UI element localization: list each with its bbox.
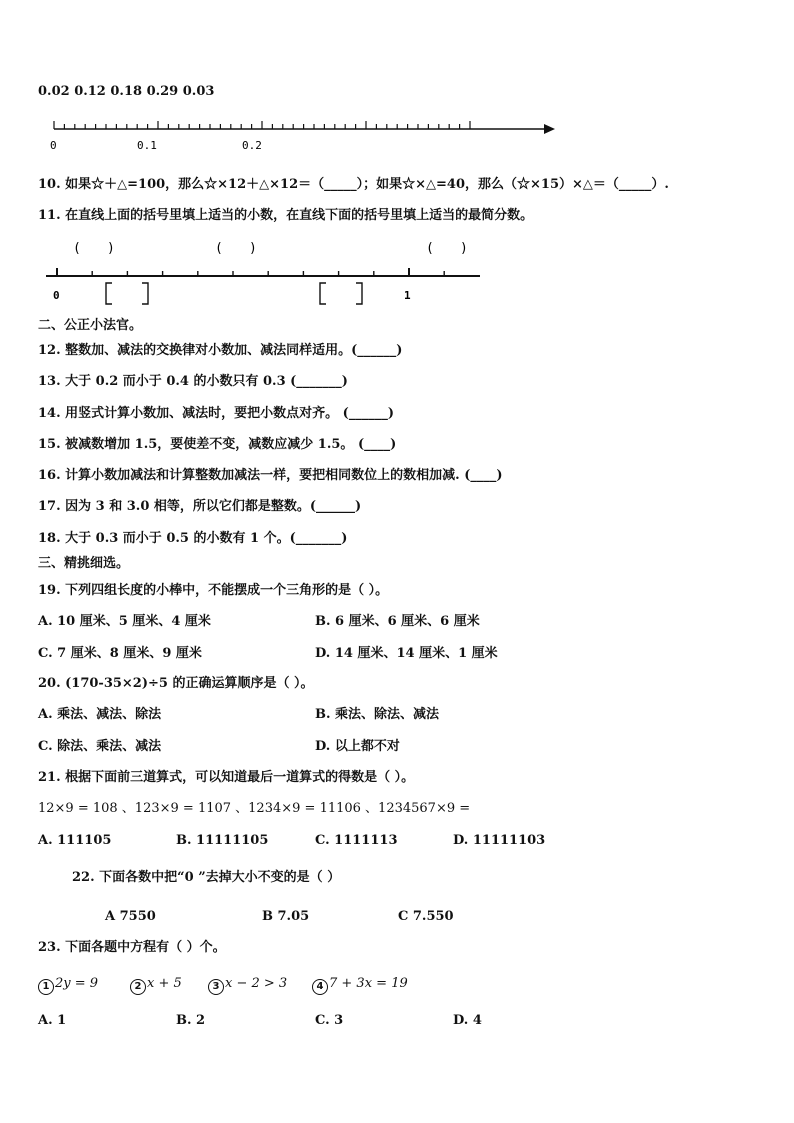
paren-top-3-close: ) — [460, 241, 468, 256]
question-21-option-c: C. 1111113 — [315, 833, 398, 848]
question-19-option-d: D. 14 厘米、14 厘米、1 厘米 — [315, 646, 498, 661]
fraction-bracket-2-left — [320, 283, 326, 304]
equation-2: x + 5 — [147, 976, 182, 991]
decimals-row: 0.02 0.12 0.18 0.29 0.03 — [38, 84, 215, 99]
question-23-item-3 — [208, 976, 287, 995]
question-21-stem: 21. 根据下面前三道算式，可以知道最后一道算式的得数是（ ）。 — [38, 770, 415, 785]
question-23-item-2 — [130, 976, 182, 995]
question-23-stem: 23. 下面各题中方程有（ ）个。 — [38, 940, 226, 955]
section-2-heading: 二、公正小法官。 — [38, 318, 143, 333]
question-12: 12. 整数加、减法的交换律对小数加、减法同样适用。(______) — [38, 343, 403, 358]
fraction-bracket-1-right — [142, 283, 148, 304]
question-15: 15. 被减数增加 1.5，要使差不变，减数应减少 1.5。 (____) — [38, 437, 397, 452]
question-22-option-b: B 7.05 — [262, 909, 310, 924]
circled-number-3: 3 — [208, 979, 224, 995]
question-16: 16. 计算小数加减法和计算整数加减法一样，要把相同数位上的数相加减. (____) — [38, 468, 503, 483]
paren-top-2-close: ) — [249, 241, 257, 256]
question-19-option-a: A. 10 厘米、5 厘米、4 厘米 — [38, 614, 211, 629]
number-line-2-ticks — [57, 268, 444, 276]
number-line-2-label-0: 0 — [53, 289, 60, 302]
question-23-item-4 — [312, 976, 408, 995]
question-20-stem: 20. (170-35×2)÷5 的正确运算顺序是（ ）。 — [38, 676, 314, 691]
question-21-option-d: D. 11111103 — [453, 833, 546, 848]
question-20-option-a: A. 乘法、减法、除法 — [38, 707, 162, 722]
number-line-1-arrow — [544, 124, 555, 134]
number-line-2 — [40, 236, 490, 308]
number-line-1-label-0: 0 — [50, 139, 57, 152]
number-line-2-label-1: 1 — [404, 289, 411, 302]
fraction-bracket-2-right — [356, 283, 362, 304]
question-21-formula: 12×9 = 108 、123×9 = 1107 、1234×9 = 11106 、1234567×9 = — [38, 801, 471, 816]
paren-top-1-open: ( — [73, 241, 81, 256]
question-23-option-c: C. 3 — [315, 1013, 344, 1028]
question-10: 10. 如果☆＋△=100，那么☆×12＋△×12＝（_____）；如果☆×△=40，那么（☆×15）×△＝（_____）. — [38, 177, 669, 192]
question-22-stem: 22. 下面各数中把“0 ”去掉大小不变的是（ ） — [72, 870, 341, 885]
question-23-option-d: D. 4 — [453, 1013, 482, 1028]
question-13: 13. 大于 0.2 而小于 0.4 的小数只有 0.3 (_______) — [38, 374, 348, 389]
circled-number-1: 1 — [38, 979, 54, 995]
fraction-bracket-1-left — [106, 283, 112, 304]
circled-number-2: 2 — [130, 979, 146, 995]
equation-4: 7 + 3x = 19 — [329, 976, 408, 991]
question-14: 14. 用竖式计算小数加、减法时，要把小数点对齐。 (______) — [38, 406, 394, 421]
question-22-option-a: A 7550 — [105, 909, 156, 924]
section-3-heading: 三、精挑细选。 — [38, 556, 130, 571]
question-19-option-b: B. 6 厘米、6 厘米、6 厘米 — [315, 614, 480, 629]
question-17: 17. 因为 3 和 3.0 相等，所以它们都是整数。(______) — [38, 499, 362, 514]
question-20-option-c: C. 除法、乘法、减法 — [38, 739, 162, 754]
question-18: 18. 大于 0.3 而小于 0.5 的小数有 1 个。(_______) — [38, 531, 348, 546]
question-21-option-a: A. 111105 — [38, 833, 112, 848]
question-22-option-c: C 7.550 — [398, 909, 454, 924]
paren-top-1-close: ) — [107, 241, 115, 256]
paren-top-3-open: ( — [426, 241, 434, 256]
question-19-option-c: C. 7 厘米、8 厘米、9 厘米 — [38, 646, 202, 661]
question-20-option-b: B. 乘法、除法、减法 — [315, 707, 440, 722]
question-11: 11. 在直线上面的括号里填上适当的小数，在直线下面的括号里填上适当的最简分数。 — [38, 208, 534, 223]
question-23-option-b: B. 2 — [176, 1013, 206, 1028]
paren-top-2-open: ( — [215, 241, 223, 256]
number-line-1-ticks — [54, 121, 470, 129]
number-line-1 — [40, 115, 570, 157]
circled-number-4: 4 — [312, 979, 328, 995]
question-20-option-d: D. 以上都不对 — [315, 739, 400, 754]
question-23-item-1 — [38, 976, 98, 995]
question-21-option-b: B. 11111105 — [176, 833, 269, 848]
equation-3: x − 2 > 3 — [225, 976, 288, 991]
question-19-stem: 19. 下列四组长度的小棒中，不能摆成一个三角形的是（ ）。 — [38, 583, 389, 598]
equation-1: 2y = 9 — [55, 976, 99, 991]
number-line-1-label-0.1: 0.1 — [137, 139, 157, 152]
question-23-option-a: A. 1 — [38, 1013, 67, 1028]
number-line-1-label-0.2: 0.2 — [242, 139, 262, 152]
